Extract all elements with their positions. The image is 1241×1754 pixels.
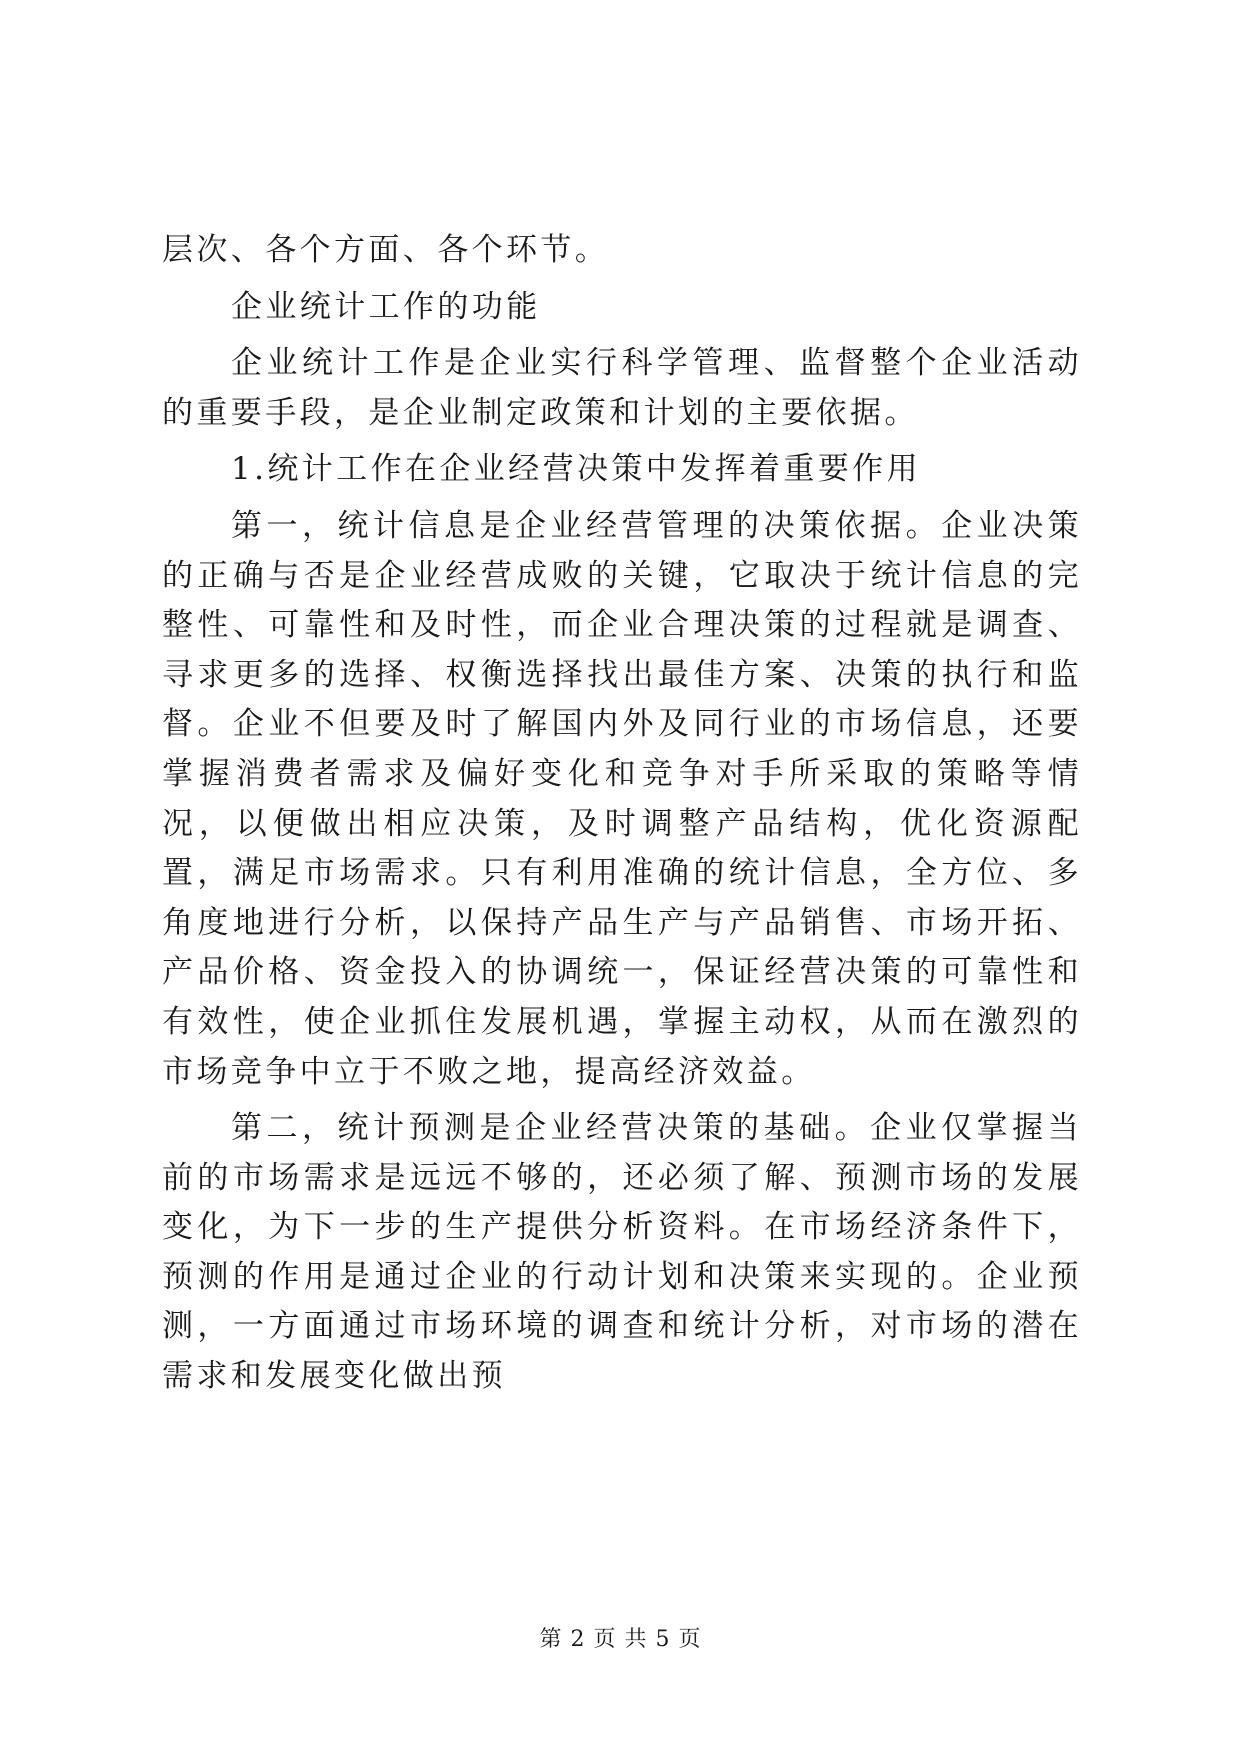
- paragraph: 企业统计工作是企业实行科学管理、监督整个企业活动的重要手段，是企业制定政策和计划的主要依据。: [162, 345, 1082, 431]
- paragraph: 第二，统计预测是企业经营决策的基础。企业仅掌握当前的市场需求是远远不够的，还必须了解、预测市场的发展变化，为下一步的生产提供分析资料。在市场经济条件下，预测的作用是通过企业的行动计划和决策来实现的。企业预测，一方面通过市场环境的调查和统计分析，对市场的潜在需求和发展变化做出预: [162, 1110, 1082, 1395]
- subsection-heading: 1.统计工作在企业经营决策中发挥着重要作用: [231, 451, 921, 488]
- page-footer: 第 2 页 共 5 页: [539, 1627, 702, 1652]
- document-body: [162, 226, 1082, 1402]
- paragraph: 第一，统计信息是企业经营管理的决策依据。企业决策的正确与否是企业经营成败的关键，它取决于统计信息的完整性、可靠性和及时性，而企业合理决策的过程就是调查、寻求更多的选择、权衡选择找出最佳方案、决策的执行和监督。企业不但要及时了解国内外及同行业的市场信息，还要掌握消费者需求及偏好变化和竞争对手所采取的策略等情况，以便做出相应决策，及时调整产品结构，优化资源配置，满足市场需求。只有利用准确的统计信息，全方位、多角度地进行分析，以保持产品生产与产品销售、市场开拓、产品价格、资金投入的协调统一，保证经营决策的可靠性和有效性，使企业抓住发展机遇，掌握主动权，从而在激烈的市场竞争中立于不败之地，提高经济效益。: [162, 507, 1082, 1090]
- paragraph: 层次、各个方面、各个环节。: [162, 232, 610, 268]
- section-heading: 企业统计工作的功能: [231, 288, 541, 325]
